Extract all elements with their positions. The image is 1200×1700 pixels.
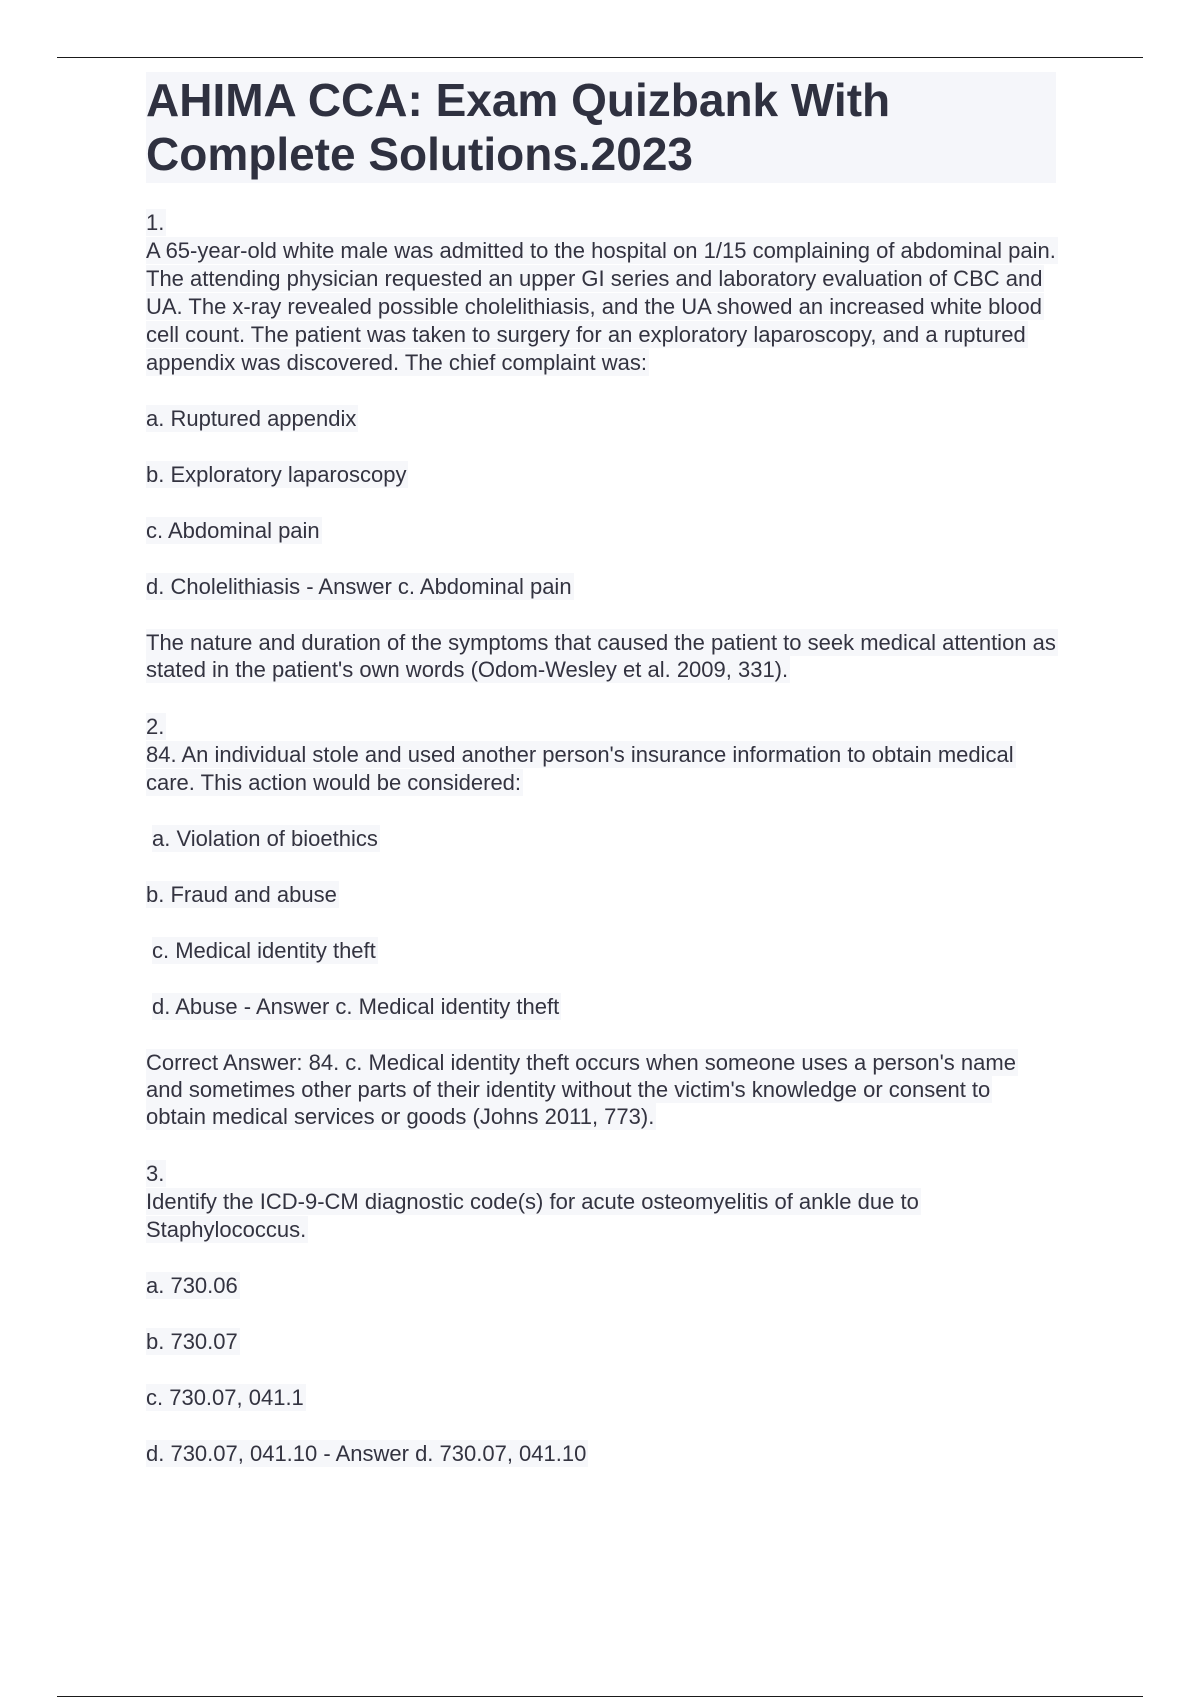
answer-option: d. Cholelithiasis - Answer c. Abdominal pain — [146, 574, 572, 599]
question-number: 3. — [146, 1161, 165, 1186]
answer-explanation: The nature and duration of the symptoms that caused the patient to seek medical attention as stated in the patient's own words (Odom-Wesley et al. 2009, 331). — [146, 630, 1056, 682]
page-content — [146, 72, 1056, 1498]
question-stem: A 65-year-old white male was admitted to the hospital on 1/15 complaining of abdominal pain. The attending physician requested an upper GI series and laboratory evaluation of CBC and UA. The x-ray revealed possible cholelithiasis, and the UA showed an increased white blood cell count. The patient was taken to surgery for an exploratory laparoscopy, and a ruptured appendix was discovered. The chief complaint was: — [146, 238, 1056, 375]
answer-option: a. Violation of bioethics — [152, 826, 378, 851]
answer-option: a. 730.06 — [146, 1273, 238, 1298]
question-3 — [146, 1160, 1056, 1468]
answer-option: c. Medical identity theft — [152, 938, 376, 963]
answer-option: c. Abdominal pain — [146, 518, 320, 543]
bottom-rule — [57, 1696, 1143, 1697]
top-rule — [57, 57, 1143, 58]
title-block — [146, 72, 1056, 183]
answer-explanation: Correct Answer: 84. c. Medical identity theft occurs when someone uses a person's name and sometimes other parts of their identity without the victim's knowledge or consent to obtain medical services or goods (Johns 2011, 773). — [146, 1050, 1016, 1129]
answer-option: d. 730.07, 041.10 - Answer d. 730.07, 041.10 — [146, 1441, 587, 1466]
answer-option: a. Ruptured appendix — [146, 406, 357, 431]
question-1 — [146, 209, 1056, 683]
question-2 — [146, 713, 1056, 1130]
answer-option: b. Fraud and abuse — [146, 882, 337, 907]
answer-option: b. Exploratory laparoscopy — [146, 462, 407, 487]
answer-option: d. Abuse - Answer c. Medical identity theft — [152, 994, 560, 1019]
question-stem: Identify the ICD-9-CM diagnostic code(s) for acute osteomyelitis of ankle due to Staphylococcus. — [146, 1189, 919, 1242]
question-stem: 84. An individual stole and used another person's insurance information to obtain medical care. This action would be considered: — [146, 742, 1014, 795]
answer-option: c. 730.07, 041.1 — [146, 1385, 304, 1410]
answer-option: b. 730.07 — [146, 1329, 238, 1354]
question-number: 1. — [146, 210, 165, 235]
question-number: 2. — [146, 714, 165, 739]
document-title: AHIMA CCA: Exam Quizbank With Complete Solutions.2023 — [146, 74, 891, 180]
